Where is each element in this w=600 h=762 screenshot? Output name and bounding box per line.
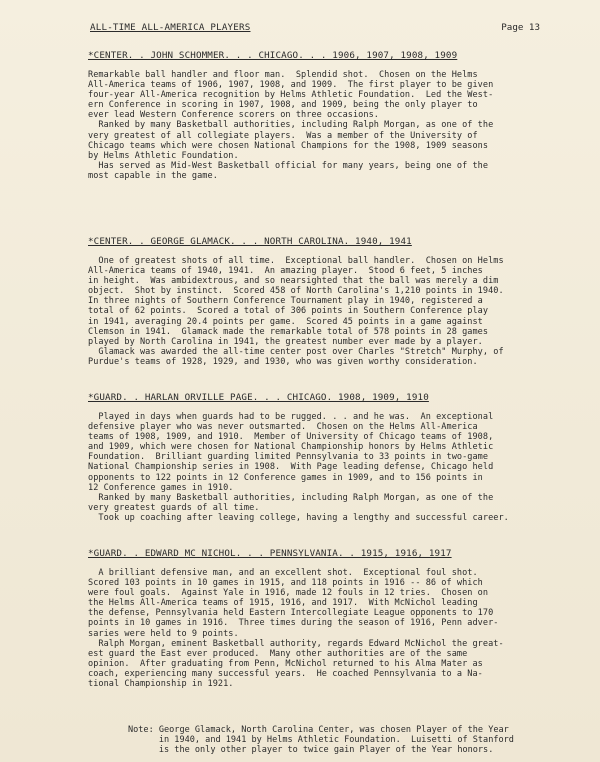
entry-body: Remarkable ball handler and floor man. Splendid shot. Chosen on the Helms All-America teams of 1906, 1907, 1908, and 1909. The first player to be given four-year All-America recognition by Helms Athletic Foundation. Led the West- ern Conference in scoring in 1907, 1908, and 1909, being the only player to ever lead Western Conference scorers on three occasions. Ranked by many Basketball authorities, including Ralph Morgan, as one of the very greatest of all collegiate players. Was a member of the University of Chicago teams which were chosen National Champions for the 1908, 1909 seasons by Helms Athletic Foundation. Has served as Mid-West Basketball official for many years, being one of the most capable in the game. [88,70,494,181]
player-entry-glamack [88,236,543,367]
document-title: ALL-TIME ALL-AMERICA PLAYERS [90,22,251,33]
entry-heading: *CENTER. . JOHN SCHOMMER. . . CHICAGO. . . 1906, 1907, 1908, 1909 [88,50,458,61]
player-entry-schommer [88,50,543,181]
entry-body: A brilliant defensive man, and an excellent shot. Exceptional foul shot. Scored 103 points in 10 games in 1915, and 118 points in 1916 -- 86 of which were foul goals. Against Yale in 1916, made 12 fouls in 12 tries. Chosen on the Helms All-America teams of 1915, 1916, and 1917. With McNichol leading the defense, Pennsylvania held Eastern Intercollegiate League opponents to 170 points in 10 games in 1916. Three times during the season of 1916, Penn adver- saries were held to 9 points. Ralph Morgan, eminent Basketball authority, regards Edward McNichol the great- est guard the East ever produced. Many other authorities are of the same opinion. After graduating from Penn, McNichol returned to his Alma Mater as coach, experiencing many successful years. He coached Pennsylvania to a Na- tional Championship in 1921. [88,568,504,690]
entry-heading: *GUARD. . HARLAN ORVILLE PAGE. . . CHICAGO. 1908, 1909, 1910 [88,392,429,403]
player-entry-page [88,392,543,523]
entry-body: One of greatest shots of all time. Exceptional ball handler. Chosen on Helms All-America teams of 1940, 1941. An amazing player. Stood 6 feet, 5 inches in height. Was ambidextrous, and so nearsighted that the ball was merely a dim object. Shot by instinct. Scored 458 of North Carolina's 1,210 points in 1940. In three nights of Southern Conference Tournament play in 1940, registered a total of 62 points. Scored a total of 306 points in Southern Conference play in 1941, averaging 20.4 points per game. Scored 45 points in a game against Clemson in 1941. Glamack made the remarkable total of 578 points in 28 games played by North Carolina in 1941, the greatest number ever made by a player. Glamack was awarded the all-time center post over Charles "Stretch" Murphy, of Purdue's teams of 1928, 1929, and 1930, who was given worthy consideration. [88,256,504,367]
footnote: Note: George Glamack, North Carolina Center, was chosen Player of the Year in 1940, and 1941 by Helms Athletic Foundation. Luisetti of Stanford is the only other player to twice gain Player of the Year honors. [128,724,514,755]
page-header [90,22,540,33]
entry-body: Played in days when guards had to be rugged. . . and he was. An exceptional defensive player who was never outsmarted. Chosen on the Helms All-America teams of 1908, 1909, and 1910. Member of University of Chicago teams of 1908, and 1909, which were chosen for National Championship honors by Helms Athletic Foundation. Brilliant guarding limited Pennsylvania to 33 points in two-game National Championship series in 1908. With Page leading defense, Chicago held opponents to 122 points in 12 Conference games in 1909, and to 156 points in 12 Conference games in 1910. Ranked by many Basketball authorities, including Ralph Morgan, as one of the very greatest guards of all time. Took up coaching after leaving college, having a lengthy and successful career. [88,412,509,523]
page-number: Page 13 [501,22,540,33]
entry-heading: *GUARD. . EDWARD MC NICHOL. . . PENNSYLVANIA. . 1915, 1916, 1917 [88,548,452,559]
entry-heading: *CENTER. . GEORGE GLAMACK. . . NORTH CAROLINA. 1940, 1941 [88,236,412,247]
player-entry-mcnichol [88,548,543,689]
